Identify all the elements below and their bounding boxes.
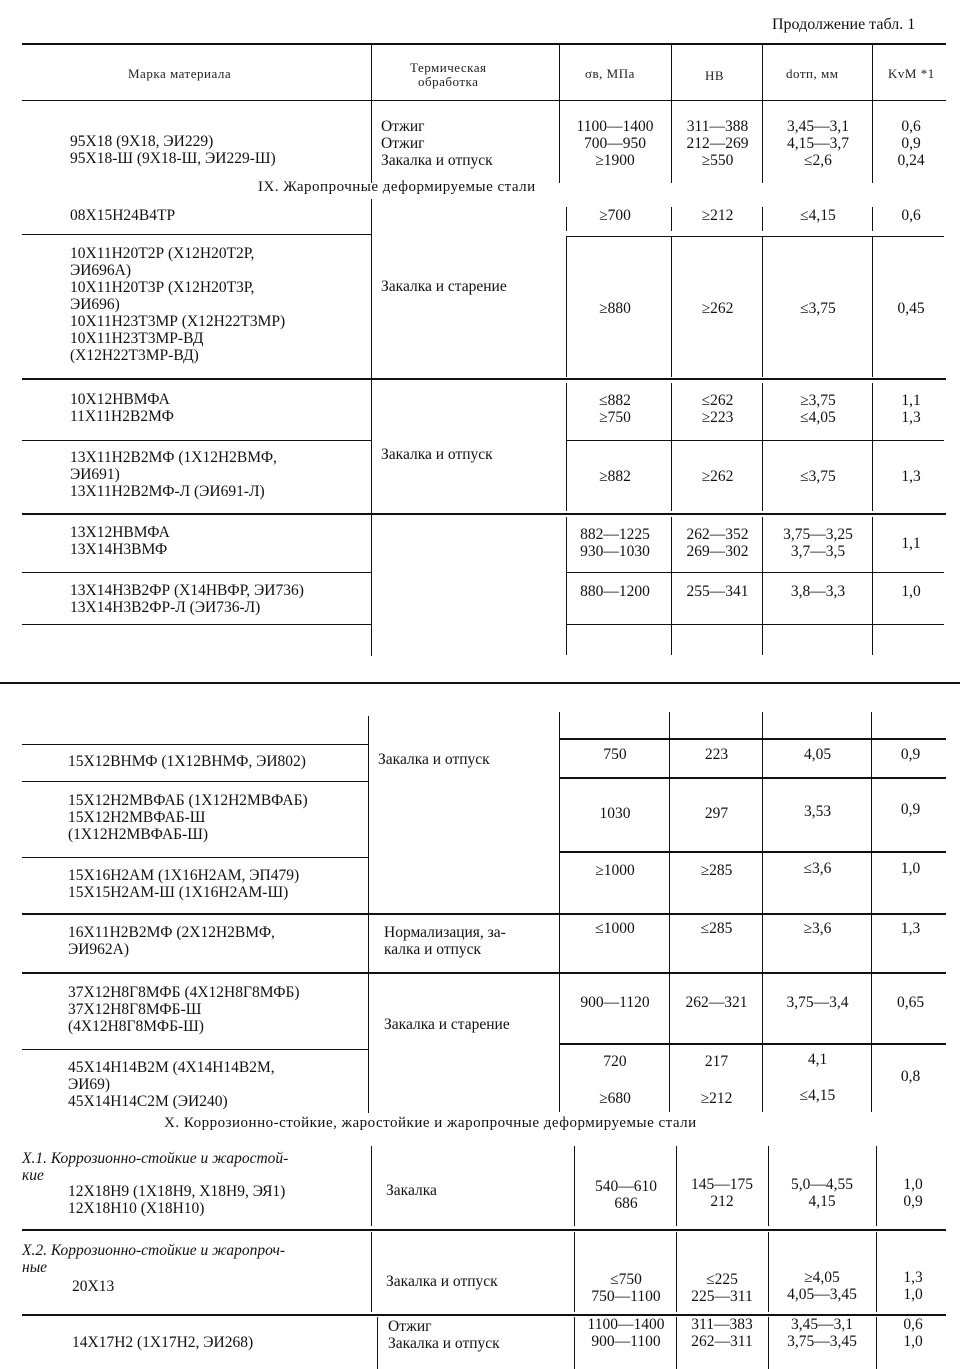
r9-d: 3,53 [803,803,832,820]
header-hb: НВ [705,68,725,83]
r2-k: 0,6 [901,207,921,224]
row-rule [566,572,944,573]
r5-material: 13Х11Н2В2МФ (1Х12Н2ВМФ, ЭИ691) 13Х11Н2В2МФ-Л (ЭИ691-Л) [70,449,277,500]
col-divider [669,712,670,1112]
header-top-rule [22,43,946,45]
header-divider [762,44,763,100]
r1-k: 0,6 0,9 0,24 [897,118,925,169]
r8-treatment: Закалка и отпуск [378,751,490,768]
header-bottom-rule [22,100,946,101]
row-rule [559,738,946,740]
section-x-title: X. Коррозионно-стойкие, жаростойкие и жаропрочные деформируемые стали [164,1115,697,1131]
r3-d: ≤3,75 [800,300,836,317]
r1-sigma: 1100—1400 700—950 ≥1900 [576,118,654,169]
r10-hb: ≥285 [700,862,733,879]
col-divider [872,237,873,377]
header-divider [671,44,672,100]
r5-k: 1,3 [901,468,921,485]
section-x2-title-2: ные [22,1259,48,1276]
row-rule [566,236,944,237]
col-divider [377,1317,378,1369]
section-x2-title: X.2. Коррозионно-стойкие и жаропроч- [22,1242,286,1259]
r16-hb: 311—383 262—311 [691,1316,753,1350]
r13-sigma-1: 720 [603,1053,627,1070]
r8-sigma: 750 [603,746,627,763]
r14-sigma: 540—610 686 [595,1178,657,1212]
r10-k: 1,0 [900,860,921,877]
r14-d: 5,0—4,55 4,15 [791,1176,853,1210]
col-divider [876,1232,877,1312]
r1-treatment: Отжиг Отжиг Закалка и отпуск [381,118,493,169]
r15-hb: ≤225 225—311 [691,1271,753,1305]
col-divider [872,383,873,511]
col-divider [371,100,372,183]
r12-hb: 262—321 [685,994,748,1011]
r11-sigma: ≤1000 [595,920,635,937]
r9-material: 15Х12Н2МВФАБ (1Х12Н2МВФАБ) 15Х12Н2МВФАБ-Ш (1Х12Н2МВФАБ-Ш) [68,792,308,843]
row-rule [22,624,372,625]
section-x1-title: X.1. Коррозионно-стойкие и жаростой- [22,1150,289,1167]
r14-treatment: Закалка [386,1182,437,1199]
r15-treatment: Закалка и отпуск [386,1273,498,1290]
row-rule [22,1049,368,1050]
r4-material: 10Х12НВМФА 11Х11Н2В2МФ [70,391,174,425]
r16-d: 3,45—3,1 3,75—3,45 [787,1316,857,1350]
header-divider [371,44,372,100]
r5-sigma: ≥882 [599,468,631,485]
row-rule [22,440,372,441]
r16-treatment: Отжиг Закалка и отпуск [388,1318,500,1352]
header-divider [872,44,873,100]
col-divider [559,100,560,183]
r13-d-1: 4,1 [807,1051,828,1068]
col-divider [762,237,763,377]
r8-d: 4,05 [803,746,832,763]
group-rule [22,1229,946,1231]
r13-sigma-2: ≥680 [599,1090,631,1107]
r11-material: 16Х11Н2В2МФ (2Х12Н2ВМФ, ЭИ962А) [68,924,275,958]
r5-d: ≤3,75 [800,468,836,485]
col-divider [762,207,763,231]
r7-material: 13Х14Н3В2ФР (Х14НВФР, ЭИ736) 13Х14Н3В2ФР-Л (ЭИ736-Л) [70,582,304,616]
r9-sigma: 1030 [599,805,631,822]
row-rule [559,851,946,853]
table-caption: Продолжение табл. 1 [772,16,916,33]
col-divider [768,1146,769,1226]
r10-sigma: ≥1000 [595,862,635,879]
header-treatment: Термическая [410,60,487,75]
header-d: dотп, мм [786,66,839,81]
r4-d: ≥3,75 ≤4,05 [800,392,836,426]
r10-d: ≤3,6 [803,860,832,877]
r1-material: 95Х18 (9Х18, ЭИ229) 95Х18-Ш (9Х18-Ш, ЭИ229-Ш) [70,133,276,167]
row-rule [22,857,368,858]
r11-hb: ≤285 [700,920,733,937]
r12-d: 3,75—3,4 [786,994,849,1011]
r3-hb: ≥262 [701,300,734,317]
group-rule [22,513,946,515]
r16-material: 14Х17Н2 (1Х17Н2, ЭИ268) [72,1334,254,1351]
r9-hb: 297 [704,805,729,822]
r3-k: 0,45 [897,300,925,317]
group-rule [22,972,946,974]
r9-k: 0,9 [900,801,921,818]
r13-hb-1: 217 [704,1053,729,1070]
r14-k: 1,0 0,9 [903,1176,923,1210]
row-rule [22,781,368,782]
r13-hb-2: ≥212 [700,1090,733,1107]
col-divider [371,199,372,656]
r3-sigma: ≥880 [599,300,631,317]
r8-k: 0,9 [900,746,921,763]
col-divider [566,207,567,231]
r5-treatment: Закалка и отпуск [381,446,493,463]
col-divider [768,1317,769,1369]
col-divider [768,1232,769,1312]
r6-d: 3,75—3,25 3,7—3,5 [783,526,853,560]
row-rule [566,624,944,625]
r16-k: 0,6 1,0 [903,1316,923,1350]
r11-treatment: Нормализация, за- калка и отпуск [384,924,506,958]
r2-material: 08Х15Н24В4ТР [70,207,176,224]
col-divider [559,712,560,1112]
row-rule [22,234,372,235]
row-rule [559,777,946,779]
header-sigma: σв, МПа [585,66,635,81]
col-divider [762,517,763,655]
col-divider [371,1232,372,1312]
r12-sigma: 900—1120 [580,994,650,1011]
r8-hb: 223 [704,746,729,763]
r11-d: ≥3,6 [803,920,832,937]
r15-d: ≥4,05 4,05—3,45 [787,1269,857,1303]
col-divider [762,383,763,511]
r2-sigma: ≥700 [599,207,631,224]
row-rule [559,1043,946,1045]
group-rule [22,378,946,380]
group-rule [22,913,946,915]
row-rule [566,440,944,441]
row-rule [22,572,372,573]
r5-hb: ≥262 [701,468,734,485]
r3-material: 10Х11Н20Т2Р (Х12Н20Т2Р, ЭИ696А) 10Х11Н20Т3Р (Х12Н20Т3Р, ЭИ696) 10Х11Н23Т3МР (Х12Н22Т3МР) 10Х11Н23Т3МР-ВД (Х12Н22Т3МР-ВД) [70,245,286,364]
header-kv: KvМ *1 [888,66,935,81]
r12-k: 0,65 [896,994,925,1011]
r7-hb: 255—341 [686,583,749,600]
r7-d: 3,8—3,3 [790,583,846,600]
col-divider [876,1146,877,1226]
r13-d-2: ≤4,15 [799,1087,836,1104]
r4-hb: ≤262 ≥223 [701,392,734,426]
r3-treatment: Закалка и старение [381,278,507,295]
r4-sigma: ≤882 ≥750 [599,392,631,426]
r14-hb: 145—175 212 [691,1176,753,1210]
r2-d: ≤4,15 [800,207,836,224]
section-ix-title: IX. Жаропрочные деформируемые стали [258,179,536,195]
r6-k: 1,1 [901,535,921,552]
page-break-rule [0,676,960,692]
col-divider [872,207,873,231]
r14-material: 12Х18Н9 (1Х18Н9, Х18Н9, ЭЯ1) 12Х18Н10 (Х18Н10) [68,1183,286,1217]
r13-k: 0,8 [900,1068,921,1085]
col-divider [671,517,672,655]
r8-material: 15Х12ВНМФ (1Х12ВНМФ, ЭИ802) [68,753,306,770]
r6-sigma: 882—1225 930—1030 [580,526,650,560]
r1-d: 3,45—3,1 4,15—3,7 ≤2,6 [787,118,849,169]
r12-treatment: Закалка и старение [384,1016,510,1033]
r15-sigma: ≤750 750—1100 [591,1271,661,1305]
col-divider [671,237,672,377]
r1-hb: 311—388 212—269 ≥550 [686,118,749,169]
col-divider [762,712,763,1112]
section-x1-title-2: кие [22,1167,44,1184]
row-rule [22,744,368,745]
col-divider [671,100,672,183]
col-divider [671,383,672,511]
r10-material: 15Х16Н2АМ (1Х16Н2АМ, ЭП479) 15Х15Н2АМ-Ш (1Х16Н2АМ-Ш) [68,867,300,901]
col-divider [566,237,567,377]
col-divider [566,383,567,511]
header-divider [559,44,560,100]
header-treatment-2: обработка [418,74,479,89]
col-divider [871,712,872,1112]
col-divider [671,207,672,231]
r7-sigma: 880—1200 [580,583,650,600]
r4-k: 1,1 1,3 [901,392,921,426]
r12-material: 37Х12Н8Г8МФБ (4Х12Н8Г8МФБ) 37Х12Н8Г8МФБ-Ш (4Х12Н8Г8МФБ-Ш) [68,984,300,1035]
header-material: Марка материала [128,66,232,81]
col-divider [762,100,763,183]
r16-sigma: 1100—1400 900—1100 [587,1316,665,1350]
r6-hb: 262—352 269—302 [686,526,749,560]
r6-material: 13Х12НВМФА 13Х14Н3ВМФ [70,524,170,558]
r13-material: 45Х14Н14В2М (4Х14Н14В2М, ЭИ69) 45Х14Н14С2М (ЭИ240) [68,1059,275,1110]
col-divider [876,1317,877,1369]
col-divider [566,517,567,655]
col-divider [872,517,873,655]
r15-k: 1,3 1,0 [903,1269,923,1303]
r7-k: 1,0 [901,583,921,600]
col-divider [371,1146,372,1226]
r15-material: 20Х13 [72,1278,115,1295]
r2-hb: ≥212 [701,207,734,224]
col-divider [872,100,873,183]
r11-k: 1,3 [900,920,921,937]
